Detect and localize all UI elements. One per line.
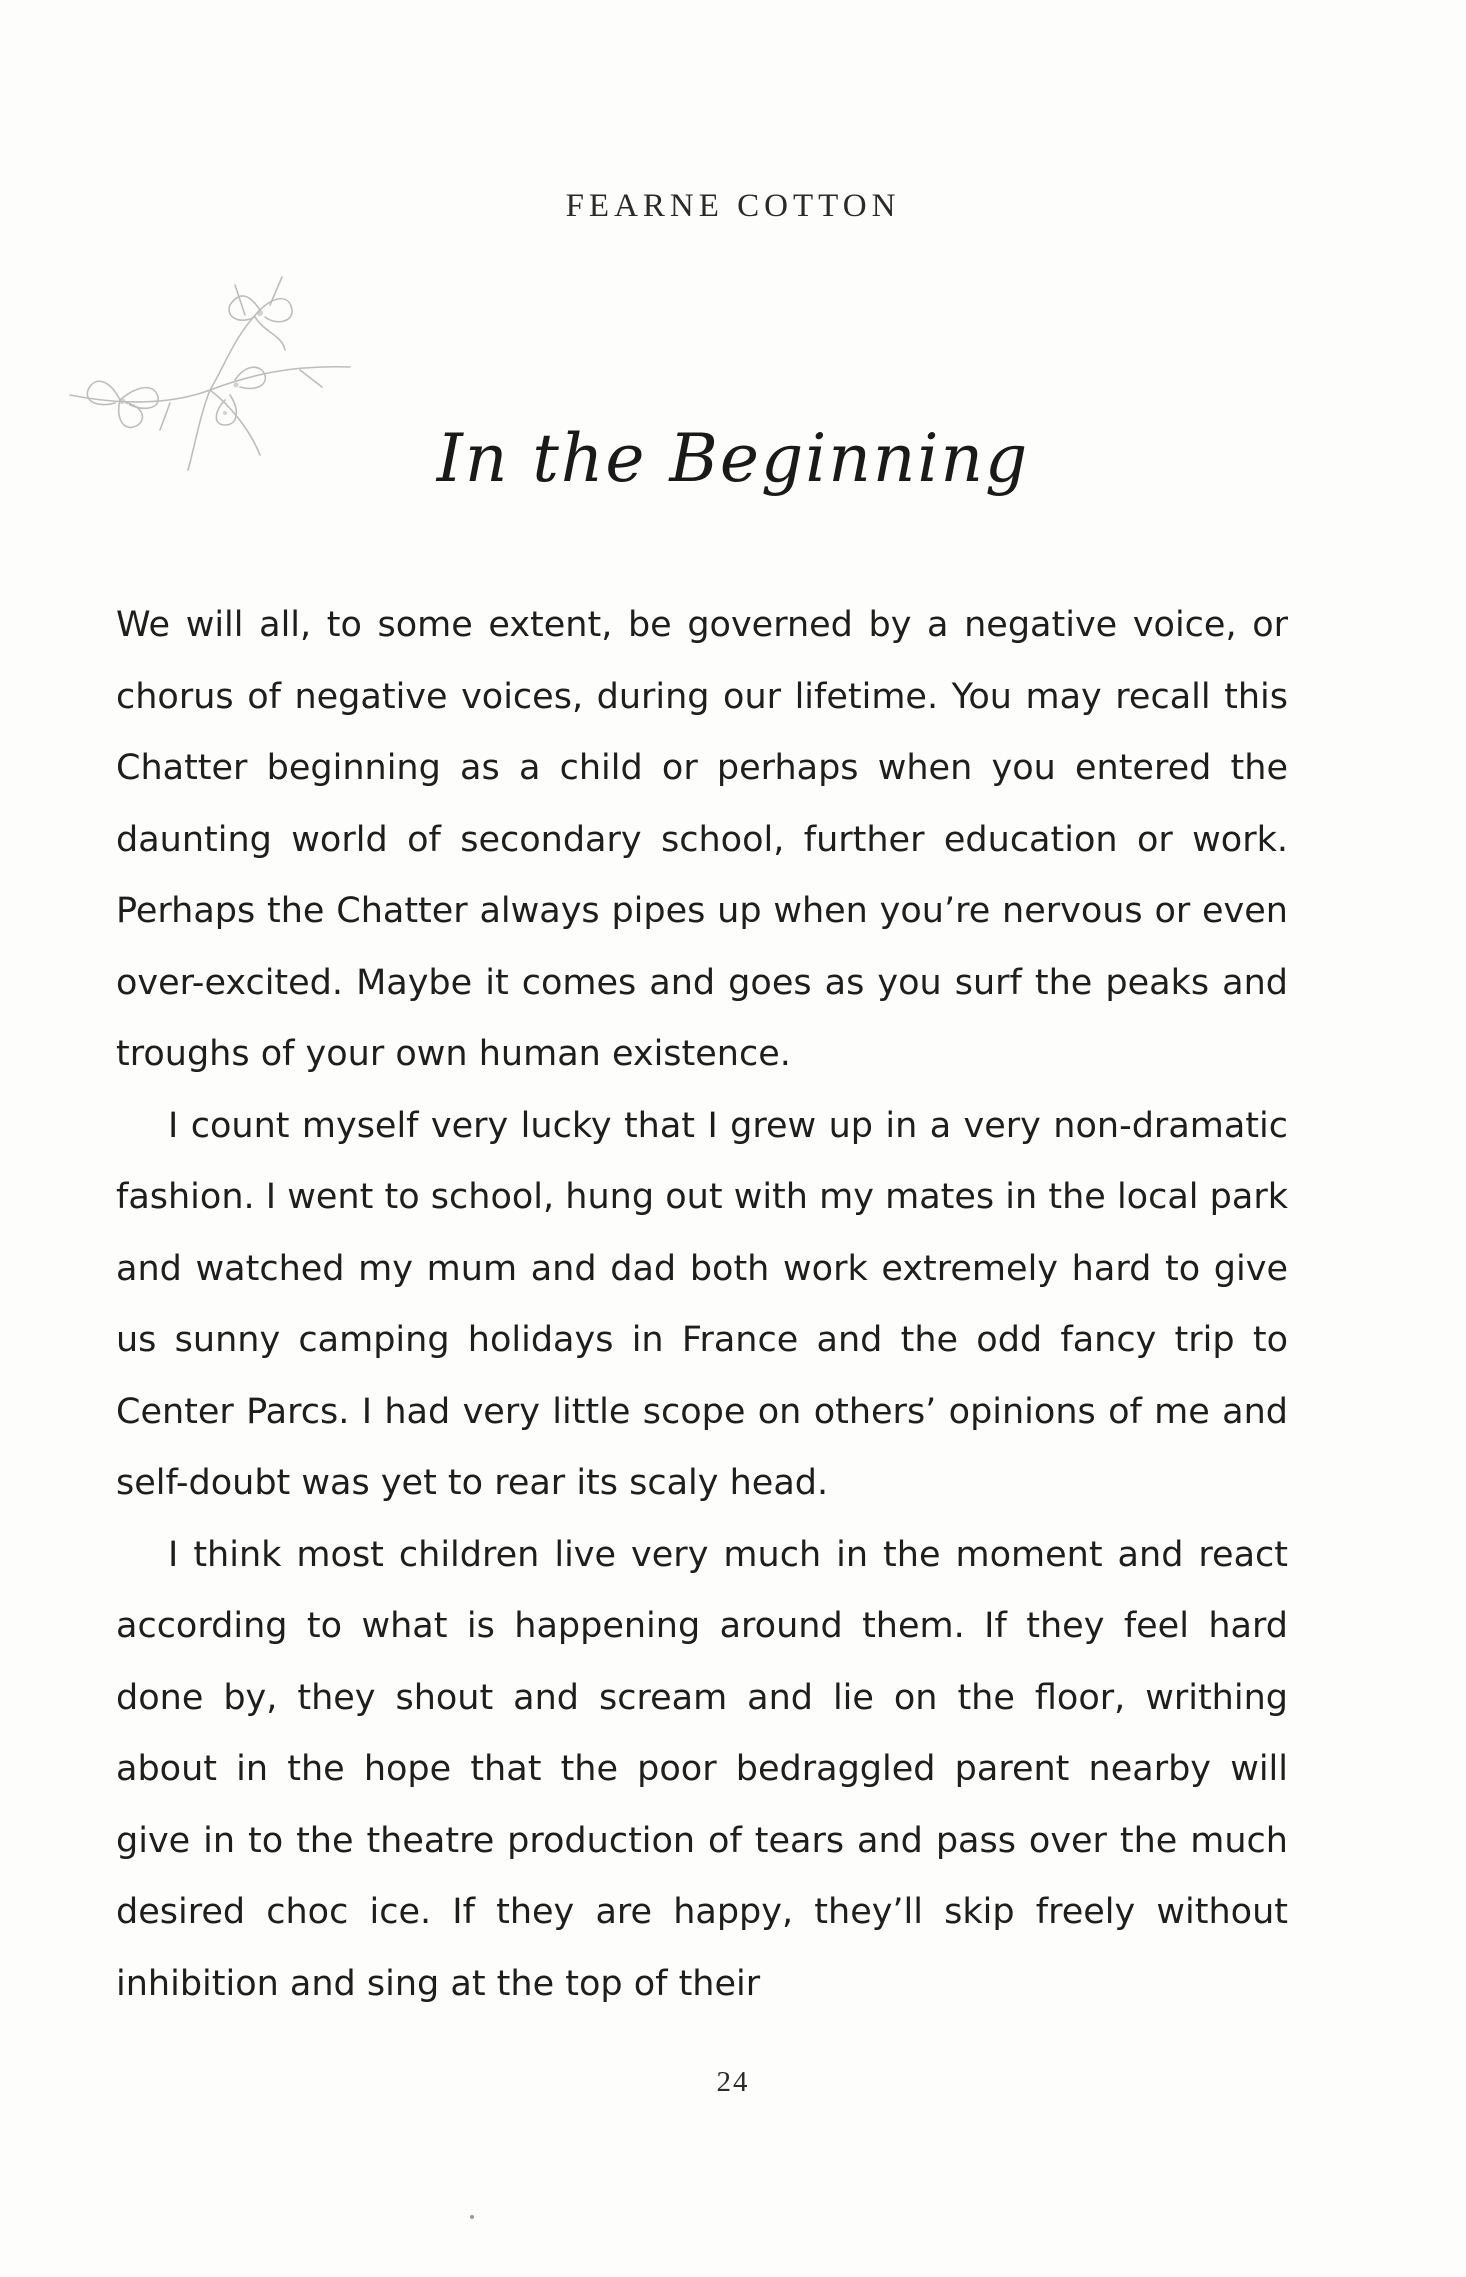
chapter-title: In the Beginning <box>436 420 1030 497</box>
paragraph: I count myself very lucky that I grew up in a very non-dramatic fashion. I went to school, hung out with my mates in the local park and watched my mum and dad both work extremely hard to give us sunny camping holidays in France and the odd fancy trip to Center Parcs. I had very little scope on others’ opinions of me and self-doubt was yet to rear its scaly head. <box>116 1105 1288 1503</box>
running-head: FEARNE COTTON <box>565 188 901 224</box>
page-number: 24 <box>716 2066 750 2098</box>
paragraph: I think most children live very much in the moment and react according to what is happening around them. If they feel hard done by, they shout and scream and lie on the floor, writhing about in the hope that the poor bedraggled parent nearby will give in to the theatre production of tears and pass over the much desired choc ice. If they are happy, they’ll skip freely without inhibition and sing at the top of their <box>116 1534 1288 2004</box>
paper-speck <box>470 2215 474 2219</box>
body-text <box>116 590 1288 2020</box>
paragraph: We will all, to some extent, be governed by a negative voice, or chorus of negative voices, during our lifetime. You may recall this Chatter beginning as a child or perhaps when you entered the daunting world of secondary school, further education or work. Perhaps the Chatter always pipes up when you’re nervous or even over-excited. Maybe it comes and goes as you surf the peaks and troughs of your own human existence. <box>116 605 1288 1074</box>
